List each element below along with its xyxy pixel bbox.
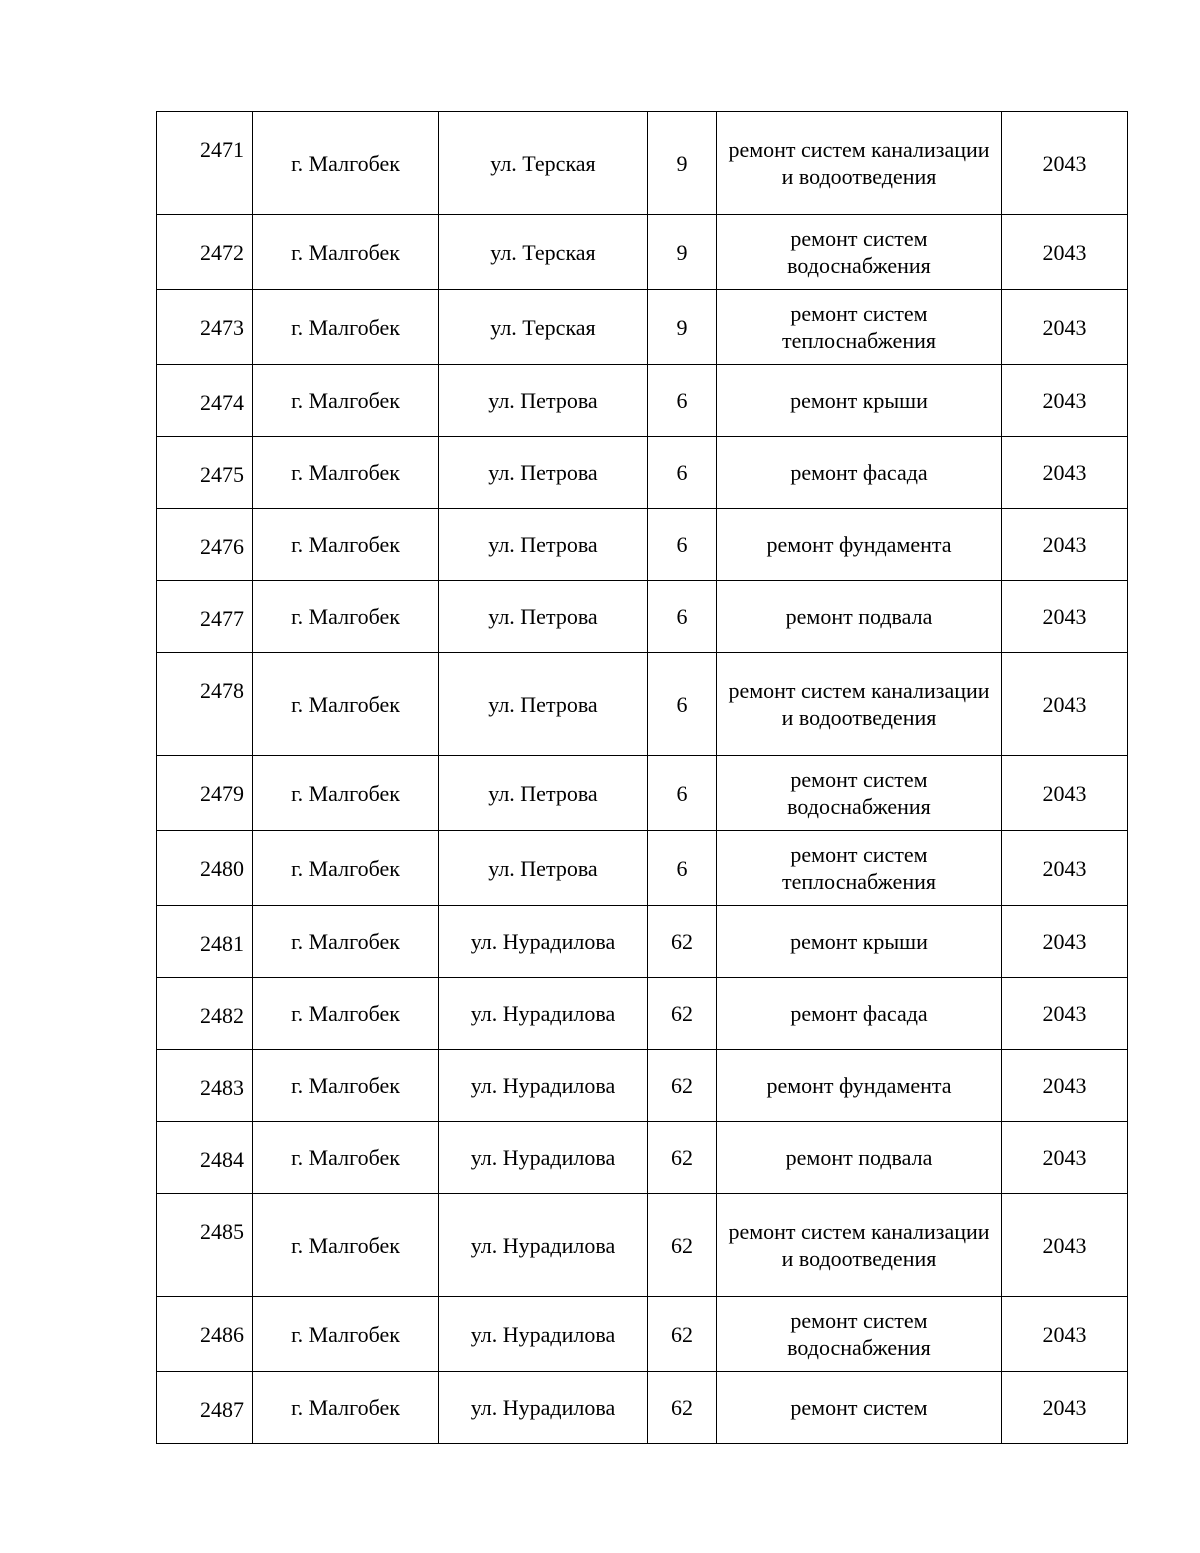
- street-cell: ул. Петрова: [439, 831, 648, 906]
- street-cell: ул. Нурадилова: [439, 1297, 648, 1372]
- row-number: 2476: [157, 509, 253, 581]
- city-cell: г. Малгобек: [253, 437, 439, 509]
- city-cell: г. Малгобек: [253, 290, 439, 365]
- row-number: 2486: [157, 1297, 253, 1372]
- table-row: [157, 437, 1128, 509]
- house-cell: 62: [648, 1050, 717, 1122]
- city-cell: г. Малгобек: [253, 906, 439, 978]
- row-number: 2479: [157, 756, 253, 831]
- table-row: [157, 290, 1128, 365]
- house-cell: 62: [648, 1297, 717, 1372]
- year-cell: 2043: [1002, 509, 1128, 581]
- year-cell: 2043: [1002, 653, 1128, 756]
- house-cell: 9: [648, 215, 717, 290]
- city-cell: г. Малгобек: [253, 1050, 439, 1122]
- street-cell: ул. Терская: [439, 290, 648, 365]
- house-cell: 6: [648, 365, 717, 437]
- table-row: [157, 653, 1128, 756]
- year-cell: 2043: [1002, 365, 1128, 437]
- work-type-cell: ремонт фасада: [717, 437, 1002, 509]
- year-cell: 2043: [1002, 1122, 1128, 1194]
- house-cell: 9: [648, 112, 717, 215]
- city-cell: г. Малгобек: [253, 1194, 439, 1297]
- work-type-cell: ремонт систем: [717, 1372, 1002, 1444]
- row-number: 2483: [157, 1050, 253, 1122]
- row-number: 2480: [157, 831, 253, 906]
- year-cell: 2043: [1002, 112, 1128, 215]
- year-cell: 2043: [1002, 831, 1128, 906]
- house-cell: 62: [648, 1372, 717, 1444]
- street-cell: ул. Нурадилова: [439, 1194, 648, 1297]
- year-cell: 2043: [1002, 581, 1128, 653]
- city-cell: г. Малгобек: [253, 653, 439, 756]
- year-cell: 2043: [1002, 978, 1128, 1050]
- street-cell: ул. Терская: [439, 215, 648, 290]
- street-cell: ул. Терская: [439, 112, 648, 215]
- year-cell: 2043: [1002, 290, 1128, 365]
- street-cell: ул. Петрова: [439, 365, 648, 437]
- work-type-cell: ремонт фундамента: [717, 509, 1002, 581]
- row-number: 2477: [157, 581, 253, 653]
- city-cell: г. Малгобек: [253, 581, 439, 653]
- work-type-cell: ремонт систем теплоснабжения: [717, 290, 1002, 365]
- house-cell: 62: [648, 978, 717, 1050]
- year-cell: 2043: [1002, 1372, 1128, 1444]
- city-cell: г. Малгобек: [253, 1297, 439, 1372]
- row-number: 2484: [157, 1122, 253, 1194]
- year-cell: 2043: [1002, 437, 1128, 509]
- table-row: [157, 1372, 1128, 1444]
- work-type-cell: ремонт систем водоснабжения: [717, 215, 1002, 290]
- work-type-cell: ремонт систем водоснабжения: [717, 1297, 1002, 1372]
- table-body: [157, 112, 1128, 1444]
- table-row: [157, 756, 1128, 831]
- table-row: [157, 112, 1128, 215]
- street-cell: ул. Петрова: [439, 581, 648, 653]
- year-cell: 2043: [1002, 1297, 1128, 1372]
- street-cell: ул. Петрова: [439, 756, 648, 831]
- repair-schedule-table: [156, 111, 1128, 1444]
- row-number: 2482: [157, 978, 253, 1050]
- house-cell: 9: [648, 290, 717, 365]
- house-cell: 6: [648, 581, 717, 653]
- table-row: [157, 1050, 1128, 1122]
- row-number: 2481: [157, 906, 253, 978]
- row-number: 2475: [157, 437, 253, 509]
- table-row: [157, 906, 1128, 978]
- table-row: [157, 581, 1128, 653]
- house-cell: 62: [648, 1122, 717, 1194]
- table-row: [157, 1194, 1128, 1297]
- city-cell: г. Малгобек: [253, 365, 439, 437]
- work-type-cell: ремонт фасада: [717, 978, 1002, 1050]
- table-row: [157, 978, 1128, 1050]
- row-number: 2485: [157, 1194, 253, 1297]
- work-type-cell: ремонт подвала: [717, 1122, 1002, 1194]
- work-type-cell: ремонт систем канализации и водоотведения: [717, 653, 1002, 756]
- house-cell: 6: [648, 831, 717, 906]
- year-cell: 2043: [1002, 1194, 1128, 1297]
- row-number: 2472: [157, 215, 253, 290]
- house-cell: 6: [648, 756, 717, 831]
- city-cell: г. Малгобек: [253, 509, 439, 581]
- row-number: 2471: [157, 112, 253, 215]
- house-cell: 6: [648, 437, 717, 509]
- street-cell: ул. Петрова: [439, 653, 648, 756]
- city-cell: г. Малгобек: [253, 1122, 439, 1194]
- year-cell: 2043: [1002, 906, 1128, 978]
- house-cell: 62: [648, 1194, 717, 1297]
- table-row: [157, 215, 1128, 290]
- house-cell: 6: [648, 653, 717, 756]
- work-type-cell: ремонт крыши: [717, 906, 1002, 978]
- year-cell: 2043: [1002, 1050, 1128, 1122]
- work-type-cell: ремонт систем канализации и водоотведения: [717, 112, 1002, 215]
- street-cell: ул. Петрова: [439, 509, 648, 581]
- city-cell: г. Малгобек: [253, 978, 439, 1050]
- row-number: 2478: [157, 653, 253, 756]
- row-number: 2473: [157, 290, 253, 365]
- street-cell: ул. Петрова: [439, 437, 648, 509]
- city-cell: г. Малгобек: [253, 756, 439, 831]
- house-cell: 6: [648, 509, 717, 581]
- work-type-cell: ремонт крыши: [717, 365, 1002, 437]
- work-type-cell: ремонт фундамента: [717, 1050, 1002, 1122]
- street-cell: ул. Нурадилова: [439, 1372, 648, 1444]
- city-cell: г. Малгобек: [253, 831, 439, 906]
- street-cell: ул. Нурадилова: [439, 906, 648, 978]
- work-type-cell: ремонт систем канализации и водоотведения: [717, 1194, 1002, 1297]
- table-row: [157, 831, 1128, 906]
- year-cell: 2043: [1002, 215, 1128, 290]
- row-number: 2474: [157, 365, 253, 437]
- table-row: [157, 365, 1128, 437]
- house-cell: 62: [648, 906, 717, 978]
- row-number: 2487: [157, 1372, 253, 1444]
- street-cell: ул. Нурадилова: [439, 1050, 648, 1122]
- city-cell: г. Малгобек: [253, 215, 439, 290]
- work-type-cell: ремонт подвала: [717, 581, 1002, 653]
- work-type-cell: ремонт систем теплоснабжения: [717, 831, 1002, 906]
- city-cell: г. Малгобек: [253, 1372, 439, 1444]
- year-cell: 2043: [1002, 756, 1128, 831]
- table-row: [157, 509, 1128, 581]
- table-row: [157, 1122, 1128, 1194]
- table-row: [157, 1297, 1128, 1372]
- city-cell: г. Малгобек: [253, 112, 439, 215]
- street-cell: ул. Нурадилова: [439, 1122, 648, 1194]
- work-type-cell: ремонт систем водоснабжения: [717, 756, 1002, 831]
- street-cell: ул. Нурадилова: [439, 978, 648, 1050]
